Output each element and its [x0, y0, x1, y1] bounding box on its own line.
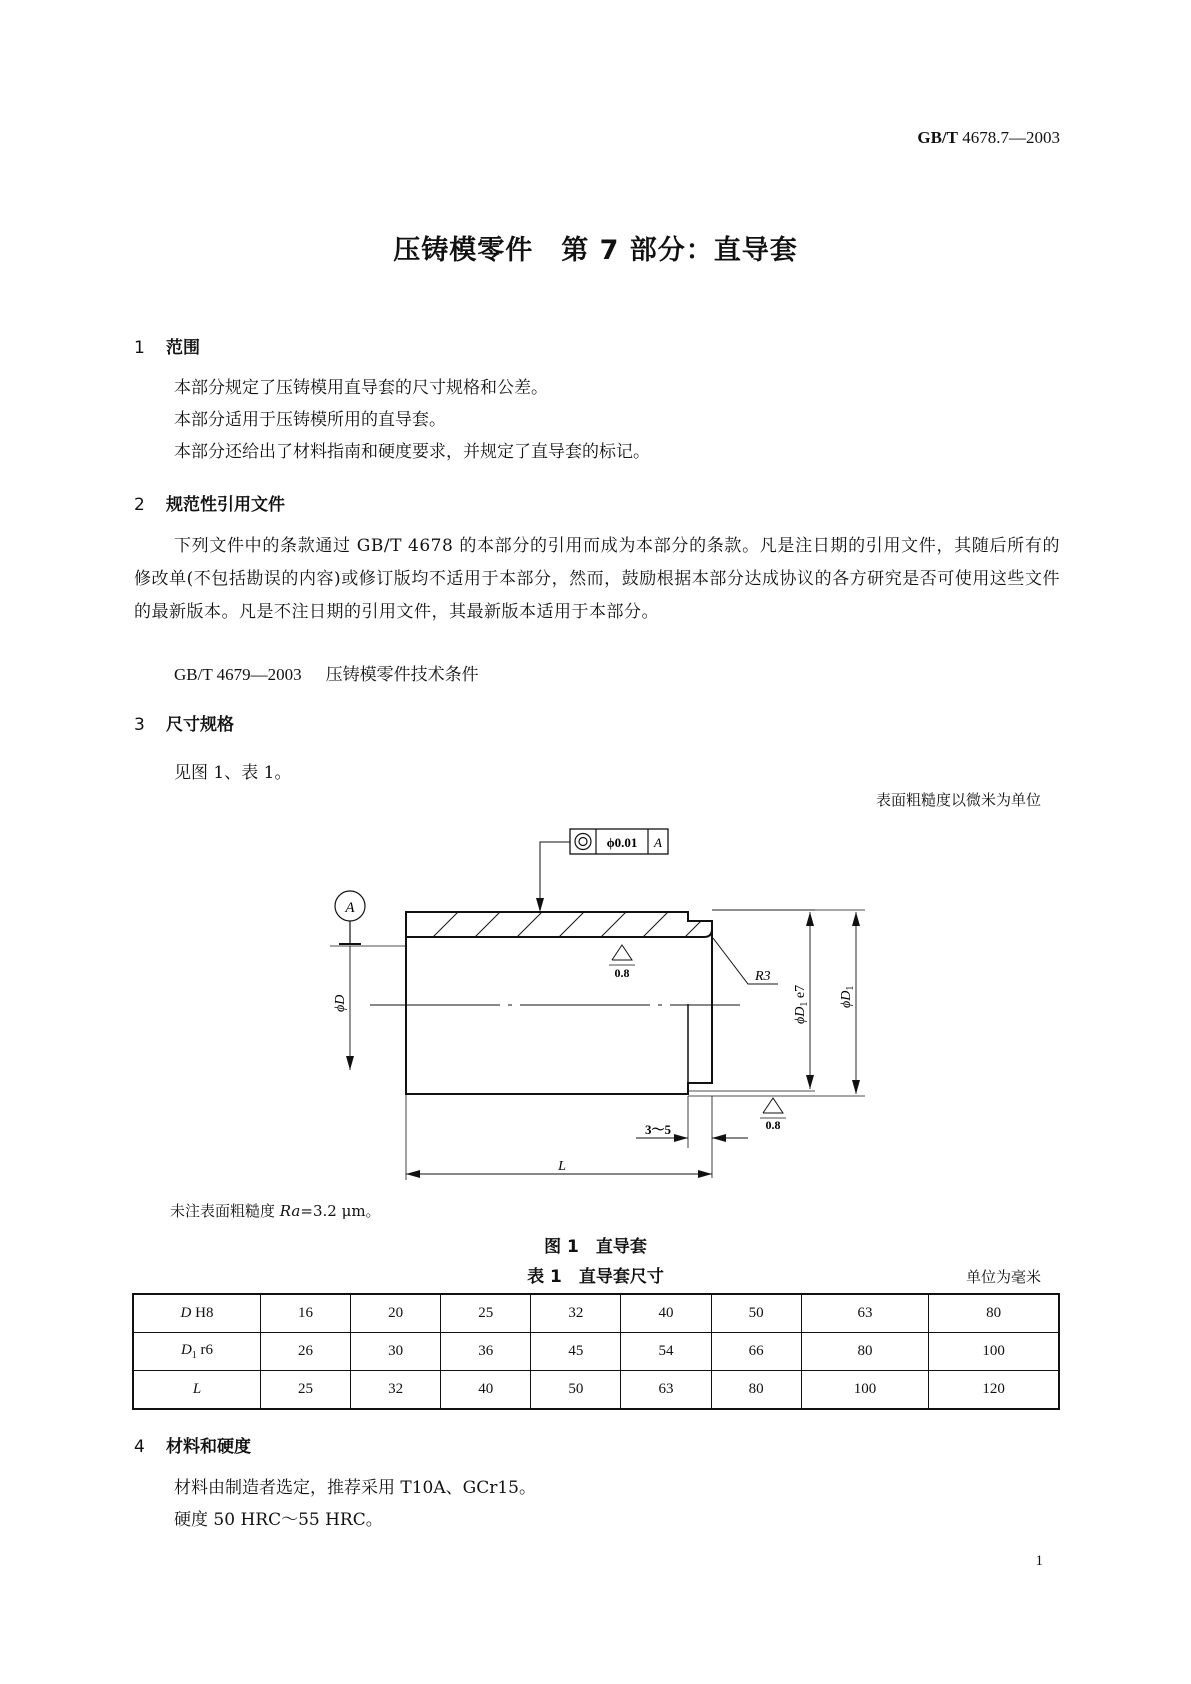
tolerance-value: ϕ0.01 [606, 835, 638, 850]
table-cell: 25 [261, 1371, 351, 1410]
dim-3to5-label: 3～5 [645, 1122, 672, 1137]
section-3-text: 见图 1、表 1。 [174, 763, 292, 783]
dim-d-label: ϕD [333, 994, 348, 1012]
table-row [133, 1333, 1059, 1371]
table-cell: 50 [531, 1371, 621, 1410]
table-cell: 120 [929, 1371, 1059, 1410]
table-cell: 32 [531, 1294, 621, 1333]
table-cell: 54 [621, 1333, 711, 1371]
table-cell: 36 [441, 1333, 531, 1371]
dimension-table [132, 1293, 1060, 1410]
table-cell: 26 [261, 1333, 351, 1371]
row-header: D H8 [133, 1294, 261, 1333]
title-part1: 压铸模零件 [393, 235, 534, 266]
figure-caption: 图 1 直导套 [544, 1237, 647, 1257]
section-4-body [174, 1472, 536, 1536]
table-cell: 66 [711, 1333, 801, 1371]
table-cell: 50 [711, 1294, 801, 1333]
bush-outline [406, 912, 712, 1094]
section-1-heading: 1 范围 [134, 338, 200, 358]
roughness-value-2: 0.8 [765, 1118, 781, 1132]
tolerance-datum: A [654, 835, 662, 850]
table-cell: 16 [261, 1294, 351, 1333]
section-1-line: 本部分适用于压铸模所用的直导套。 [174, 410, 446, 430]
section-3-heading: 3 尺寸规格 [134, 715, 234, 735]
roughness-symbol-2 [763, 1098, 783, 1113]
table-cell: 100 [929, 1333, 1059, 1371]
row-header: $D_1$ r6 [133, 1333, 261, 1371]
table-cell: 63 [621, 1371, 711, 1410]
row-header: L [133, 1371, 261, 1410]
table-cell: 20 [351, 1294, 441, 1333]
section-4-line: 硬度 50 HRC～55 HRC。 [174, 1510, 383, 1530]
table-cell: 100 [801, 1371, 929, 1410]
section-4-line: 材料由制造者选定，推荐采用 T10A、GCr15。 [174, 1478, 536, 1498]
table-unit: 单位为毫米 [965, 1268, 1041, 1286]
roughness-unit-note: 表面粗糙度以微米为单位 [875, 791, 1041, 809]
table-cell: 40 [621, 1294, 711, 1333]
table-cell: 30 [351, 1333, 441, 1371]
roughness-note: 未注表面粗糙度 Ra=3.2 μm。 [170, 1202, 381, 1220]
section-2-paragraph: 下列文件中的条款通过 GB/T 4678 的本部分的引用而成为本部分的条款。凡是注日期的引用文件，其随后所有的修改单(不包括勘误的内容)或修订版均不适用于本部分，然而，鼓励根据本部分达成协议的各方研究是否可使用这些文件的最新版本。凡是不注日期的引用文件，其最新版本适用于本部分。 [134, 536, 1060, 622]
table-cell: 40 [441, 1371, 531, 1410]
page-number: 1 [1035, 1553, 1043, 1569]
table-cell: 80 [711, 1371, 801, 1410]
bore-line [406, 929, 712, 937]
dim-d1e7-label: $\phi D_1$ e7 [793, 984, 810, 1024]
normative-reference: GB/T 4679—2003 压铸模零件技术条件 [174, 665, 479, 685]
table-cell: 25 [441, 1294, 531, 1333]
table-row [133, 1371, 1059, 1410]
section-1-line: 本部分还给出了材料指南和硬度要求，并规定了直导套的标记。 [174, 442, 650, 462]
section-1-line: 本部分规定了压铸模用直导套的尺寸规格和公差。 [174, 378, 548, 398]
standard-number: GB/T 4678.7—2003 [917, 128, 1060, 147]
table-cell: 80 [929, 1294, 1059, 1333]
datum-label: A [345, 900, 355, 916]
concentricity-icon [575, 834, 591, 850]
table-cell: 80 [801, 1333, 929, 1371]
roughness-value-1: 0.8 [614, 966, 630, 980]
roughness-symbol-1 [612, 945, 632, 960]
table-cell: 45 [531, 1333, 621, 1371]
section-2-heading: 2 规范性引用文件 [134, 495, 285, 515]
title-part2: 第 7 部分：直导套 [561, 235, 798, 266]
dim-d1-label: $\phi D_1$ [839, 985, 856, 1008]
table-cell: 32 [351, 1371, 441, 1410]
table-cell: 63 [801, 1294, 929, 1333]
radius-label: R3 [755, 969, 771, 984]
section-4-heading: 4 材料和硬度 [134, 1437, 251, 1457]
table-row [133, 1294, 1059, 1333]
dim-l-label: L [558, 1159, 566, 1174]
table-caption: 表 1 直导套尺寸 [527, 1267, 664, 1287]
